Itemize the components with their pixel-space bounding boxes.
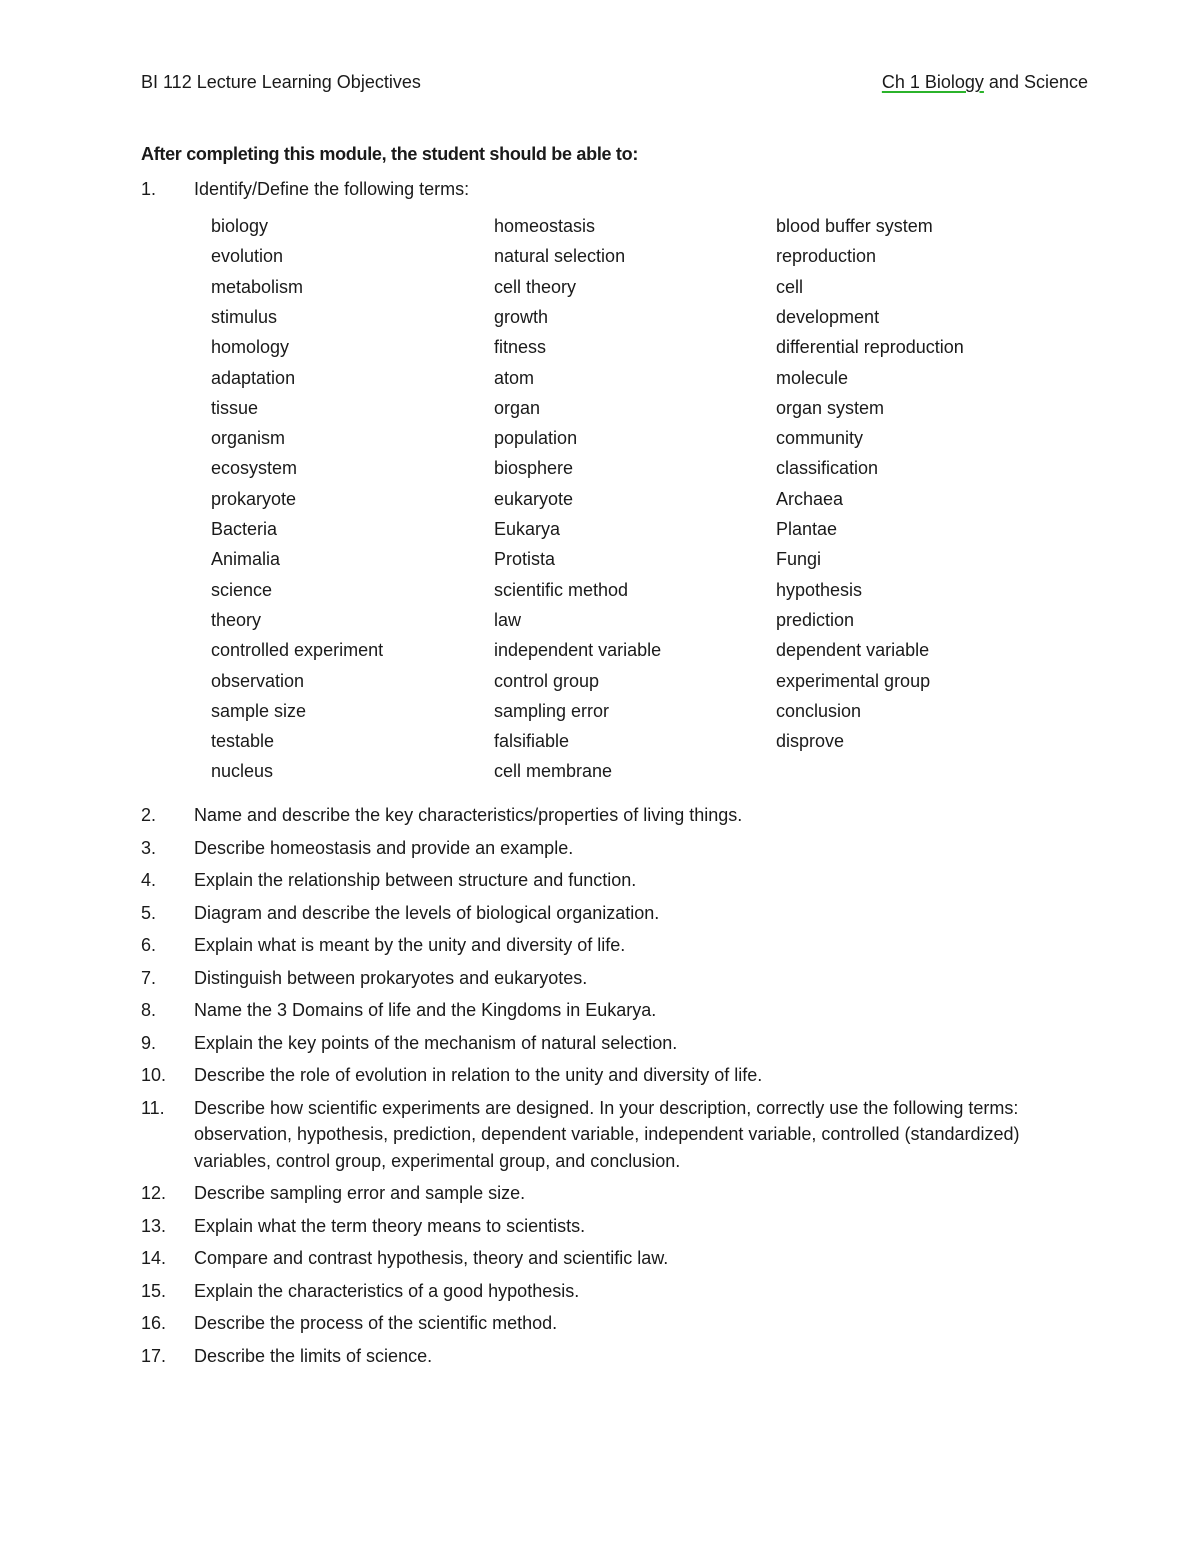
objective-number: 9. [141,1032,157,1053]
objective-item [141,1278,1061,1305]
term-item: nucleus [211,761,274,782]
objective-number: 2. [141,805,157,825]
term-item: atom [494,367,535,388]
objective-number: 16. [141,1313,167,1333]
objective-number: 8. [141,1000,157,1020]
term-item: testable [211,731,275,752]
objective-number: 7. [141,967,157,988]
objective-text: Identify/Define the following terms: [194,179,470,199]
objective-item [141,1310,1061,1337]
objective-number: 13. [141,1215,167,1236]
objective-text: Describe sampling error and sample size. [194,1183,526,1203]
objective-number: 12. [141,1183,167,1203]
objective-number: 4. [141,870,157,890]
term-item: eukaryote [494,488,574,509]
objective-number: 15. [141,1280,167,1301]
objective-text: Explain what the term theory means to scientists. [194,1215,586,1236]
objective-text: Compare and contrast hypothesis, theory and scientific law. [194,1248,669,1268]
term-item: fitness [494,337,547,358]
objective-item [141,900,1061,927]
intro-heading: After completing this module, the student should be able to: [141,144,639,164]
term-item: control group [494,670,600,691]
term-item: ecosystem [211,458,298,479]
term-item: community [776,428,864,449]
term-item: observation [211,670,305,691]
objective-item [141,1213,1061,1240]
term-item: hypothesis [776,579,863,600]
objective-text: Describe the limits of science. [194,1345,433,1366]
term-item: science [211,579,273,600]
term-item: cell theory [494,276,577,297]
objective-text: Describe how scientific experiments are designed. In your description, correctly use the following terms: observation, hypothesis, prediction, dependent variable, independent variable, controlled (standardized) variables, control group, experimental group, and conclusion. [194,1097,1020,1171]
objective-item [141,835,1061,862]
term-item: cell membrane [494,761,613,782]
term-item: disprove [776,731,845,752]
objective-text: Explain the characteristics of a good hypothesis. [194,1280,580,1301]
objective-number: 6. [141,935,157,955]
term-item: growth [494,306,549,327]
term-item: population [494,428,578,449]
term-item: stimulus [211,306,278,327]
objective-item [141,997,1061,1024]
term-item: classification [776,458,879,479]
term-item: Eukarya [494,519,561,539]
term-item: adaptation [211,367,296,388]
term-item: dependent variable [776,640,930,661]
term-item: sample size [211,700,307,721]
term-item: conclusion [776,700,862,721]
term-item: differential reproduction [776,337,964,358]
term-item: development [776,306,880,327]
objective-item [141,802,1061,829]
term-item: biology [211,216,269,236]
term-item: sampling error [494,700,610,721]
objective-item [141,1062,1061,1089]
header-course-title: BI 112 Lecture Learning Objectives [141,72,421,92]
objective-text: Describe homeostasis and provide an example. [194,837,574,858]
term-item: Plantae [776,519,838,539]
term-item: independent variable [494,640,662,661]
term-item: homology [211,337,290,358]
objective-item [141,965,1061,992]
term-item: organ [494,397,541,418]
term-item: biosphere [494,458,574,479]
objective-number: 3. [141,837,157,858]
term-item: cell [776,276,804,297]
objective-text: Name and describe the key characteristics/properties of living things. [194,805,743,825]
term-item: reproduction [776,246,877,267]
objective-item [141,1343,1061,1370]
term-item: law [494,609,522,630]
term-item: organ system [776,397,885,418]
term-item: Protista [494,549,556,570]
objective-text: Describe the role of evolution in relation to the unity and diversity of life. [194,1065,763,1085]
objective-number: 5. [141,902,157,923]
objective-text: Explain the relationship between structure and function. [194,870,637,890]
term-item: falsifiable [494,731,570,752]
objective-item [141,1095,1061,1175]
term-item: Animalia [211,549,281,570]
term-item: evolution [211,246,284,267]
term-item: controlled experiment [211,640,384,661]
objective-item [141,1245,1061,1272]
term-item: Bacteria [211,519,278,539]
term-item: homeostasis [494,216,596,236]
objective-number: 1. [141,179,157,199]
term-item: molecule [776,367,849,388]
spellcheck-marked-text: Ch 1 Biology [881,72,984,92]
objective-text: Explain what is meant by the unity and diversity of life. [194,935,626,955]
objective-item [141,932,1061,959]
objective-text: Describe the process of the scientific method. [194,1313,558,1333]
objective-number: 10. [141,1065,167,1085]
term-item: metabolism [211,276,304,297]
term-item: tissue [211,397,259,418]
term-item: theory [211,609,262,630]
objective-text: Explain the key points of the mechanism of natural selection. [194,1032,678,1053]
objective-text: Name the 3 Domains of life and the Kingdoms in Eukarya. [194,1000,657,1020]
objective-text: Diagram and describe the levels of biological organization. [194,902,660,923]
objective-item [141,1030,1061,1057]
objective-item [141,867,1061,894]
objective-number: 11. [141,1097,165,1118]
term-item: Fungi [776,549,822,570]
term-item: experimental group [776,670,931,691]
term-item: natural selection [494,246,626,267]
term-item: scientific method [494,579,629,600]
objective-item [141,1180,1061,1207]
term-item: prokaryote [211,488,297,509]
header-chapter-rest: and Science [983,72,1088,92]
term-item: Archaea [776,488,844,509]
header-chapter-title [882,72,1088,93]
term-item: organism [211,428,286,449]
term-item: prediction [776,609,855,630]
term-item: blood buffer system [776,216,933,236]
objectives-list [141,802,1061,1375]
objective-number: 17. [141,1345,167,1366]
objective-number: 14. [141,1248,167,1268]
objective-text: Distinguish between prokaryotes and eukaryotes. [194,967,588,988]
